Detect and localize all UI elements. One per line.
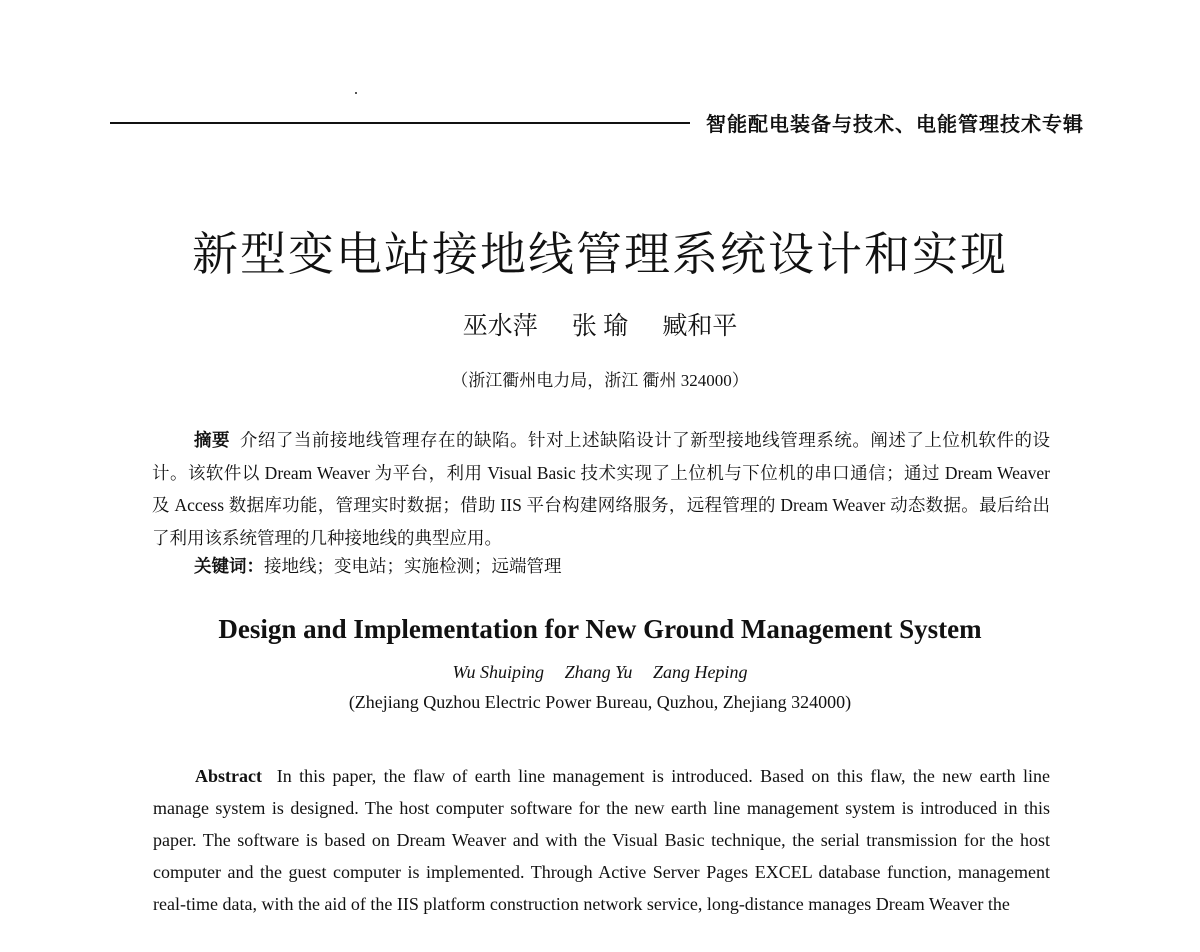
- paper-title-cn: 新型变电站接地线管理系统设计和实现: [192, 229, 1008, 280]
- scan-speck: [355, 92, 357, 94]
- affiliation-en: (Zhejiang Quzhou Electric Power Bureau, Quzhou, Zhejiang 324000): [348, 692, 852, 712]
- keywords-cn: [194, 553, 562, 578]
- abstract-en: [153, 760, 1050, 920]
- paper-title-en: Design and Implementation for New Ground Management System: [218, 614, 982, 644]
- abstract-cn-text: 介绍了当前接地线管理存在的缺陷。针对上述缺陷设计了新型接地线管理系统。阐述了上位机软件的设计。该软件以 Dream Weaver 为平台，利用 Visual Basic 技术实现了上位机与下位机的串口通信；通过 Dream Weaver 及 Access 数据库功能，管理实时数据；借助 IIS 平台构建网络服务，远程管理的 Dream Weaver 动态数据。最后给出了利用该系统管理的几种接地线的典型应用。: [152, 430, 1050, 548]
- authors-en: [0, 662, 1200, 683]
- author: Zhang Yu: [564, 662, 633, 682]
- author: Zang Heping: [652, 662, 748, 682]
- authors-cn: [0, 306, 1200, 342]
- keywords-cn-text: 接地线；变电站；实施检测；远端管理: [264, 556, 562, 576]
- author: 张 瑜: [571, 313, 629, 340]
- author: Wu Shuiping: [452, 662, 545, 682]
- header-rule: [110, 122, 690, 124]
- affiliation-cn: （浙江衢州电力局，浙江 衢州 324000）: [451, 371, 749, 390]
- abstract-cn-label: 摘要: [194, 430, 231, 450]
- journal-column-header: 智能配电装备与技术、电能管理技术专辑: [706, 114, 1084, 136]
- abstract-en-text: In this paper, the flaw of earth line management is introduced. Based on this flaw, the new earth line manage system is designed. The host computer software for the new earth line management system is introduced in this paper. The software is based on Dream Weaver and with the Visual Basic technique, the serial transmission for the host computer and the guest computer is implemented. Through Active Server Pages EXCEL database function, management real-time data, with the aid of the IIS platform construction network service, long-distance manages Dream Weaver the: [153, 766, 1050, 914]
- keywords-cn-label: 关键词：: [194, 556, 264, 576]
- author: 臧和平: [662, 313, 738, 340]
- abstract-cn: [152, 424, 1050, 554]
- abstract-en-label: Abstract: [195, 766, 262, 786]
- author: 巫水萍: [462, 313, 538, 340]
